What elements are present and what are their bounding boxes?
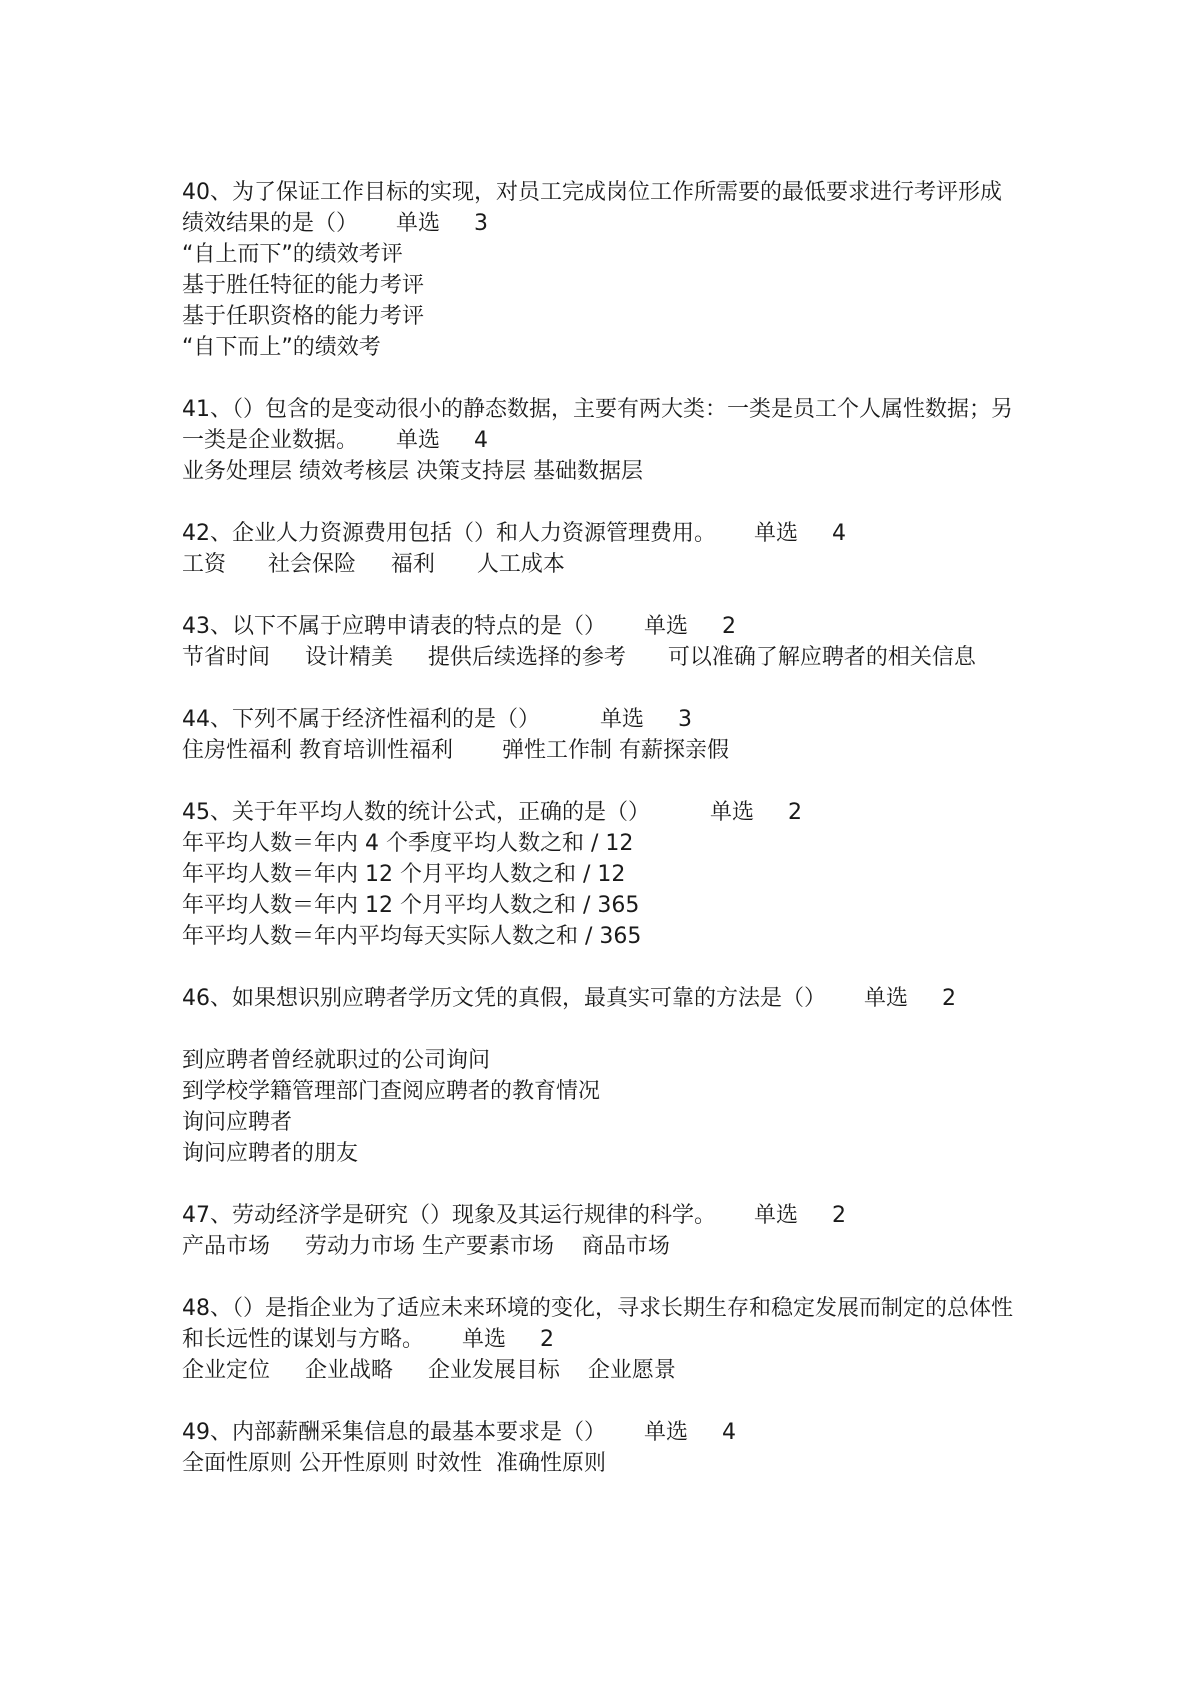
option-line: 到学校学籍管理部门查阅应聘者的教育情况	[182, 1079, 601, 1104]
question-text	[182, 518, 1022, 549]
question-stem: 45、关于年平均人数的统计公式，正确的是（）	[182, 800, 650, 825]
question-text	[182, 611, 1022, 642]
option-line: 产品市场 劳动力市场 生产要素市场 商品市场	[182, 1234, 670, 1259]
option-line: 询问应聘者的朋友	[182, 1141, 359, 1166]
question-48	[182, 1293, 1022, 1386]
question-answer: 4	[722, 1420, 737, 1445]
option-line: “自上而下”的绩效考评	[182, 242, 403, 267]
question-text	[182, 1293, 1022, 1355]
question-41	[182, 394, 1022, 487]
question-43	[182, 611, 1022, 673]
document-page	[182, 177, 1022, 1510]
question-answer: 4	[832, 521, 847, 546]
question-type: 单选	[396, 428, 441, 453]
question-stem: 46、如果想识别应聘者学历文凭的真假，最真实可靠的方法是（）	[182, 986, 826, 1011]
question-answer: 4	[474, 428, 489, 453]
question-text	[182, 797, 1022, 828]
question-type: 单选	[864, 986, 909, 1011]
question-stem: 48、（）是指企业为了适应未来环境的变化，寻求长期生存和稳定发展而制定的总体性和长远性的谋划与方略。	[182, 1296, 1013, 1352]
option-line: 年平均人数＝年内 12 个月平均人数之和 / 12	[182, 862, 626, 887]
question-type: 单选	[710, 800, 755, 825]
question-text	[182, 704, 1022, 735]
question-46	[182, 983, 1022, 1169]
question-stem: 40、为了保证工作目标的实现，对员工完成岗位工作所需要的最低要求进行考评形成绩效结果的是（）	[182, 180, 1002, 236]
question-answer: 2	[722, 614, 737, 639]
option-line: 企业定位 企业战略 企业发展目标 企业愿景	[182, 1358, 676, 1383]
question-answer: 3	[474, 211, 489, 236]
option-line: 全面性原则 公开性原则 时效性 准确性原则	[182, 1451, 606, 1476]
option-line: 工资 社会保险 福利 人工成本	[182, 552, 565, 577]
question-text	[182, 1200, 1022, 1231]
question-stem: 44、下列不属于经济性福利的是（）	[182, 707, 540, 732]
option-line: 基于任职资格的能力考评	[182, 304, 425, 329]
question-answer: 2	[540, 1327, 555, 1352]
option-line: 年平均人数＝年内平均每天实际人数之和 / 365	[182, 924, 642, 949]
question-stem: 42、企业人力资源费用包括（）和人力资源管理费用。	[182, 521, 716, 546]
question-type: 单选	[462, 1327, 507, 1352]
question-type: 单选	[644, 1420, 689, 1445]
question-42	[182, 518, 1022, 580]
question-text	[182, 1417, 1022, 1448]
option-line: 年平均人数＝年内 4 个季度平均人数之和 / 12	[182, 831, 634, 856]
option-line: 住房性福利 教育培训性福利 弹性工作制 有薪探亲假	[182, 738, 729, 763]
question-type: 单选	[600, 707, 645, 732]
question-type: 单选	[644, 614, 689, 639]
option-line: 业务处理层 绩效考核层 决策支持层 基础数据层	[182, 459, 643, 484]
option-line: 节省时间 设计精美 提供后续选择的参考 可以准确了解应聘者的相关信息	[182, 645, 976, 670]
question-47	[182, 1200, 1022, 1262]
question-40	[182, 177, 1022, 363]
blank-line	[182, 1014, 1022, 1045]
question-49	[182, 1417, 1022, 1479]
question-answer: 2	[788, 800, 803, 825]
option-line: 年平均人数＝年内 12 个月平均人数之和 / 365	[182, 893, 640, 918]
question-stem: 47、劳动经济学是研究（）现象及其运行规律的科学。	[182, 1203, 716, 1228]
option-line: 到应聘者曾经就职过的公司询问	[182, 1048, 491, 1073]
option-line: “自下而上”的绩效考	[182, 335, 381, 360]
question-stem: 43、以下不属于应聘申请表的特点的是（）	[182, 614, 606, 639]
question-type: 单选	[754, 521, 799, 546]
question-answer: 2	[832, 1203, 847, 1228]
option-line: 询问应聘者	[182, 1110, 293, 1135]
question-text	[182, 983, 1022, 1014]
question-stem: 41、（）包含的是变动很小的静态数据，主要有两大类：一类是员工个人属性数据；另一类是企业数据。	[182, 397, 1013, 453]
question-answer: 2	[942, 986, 957, 1011]
question-type: 单选	[754, 1203, 799, 1228]
question-45	[182, 797, 1022, 952]
question-stem: 49、内部薪酬采集信息的最基本要求是（）	[182, 1420, 606, 1445]
question-type: 单选	[396, 211, 441, 236]
question-44	[182, 704, 1022, 766]
question-text	[182, 394, 1022, 456]
question-text	[182, 177, 1022, 239]
option-line: 基于胜任特征的能力考评	[182, 273, 425, 298]
question-answer: 3	[678, 707, 693, 732]
